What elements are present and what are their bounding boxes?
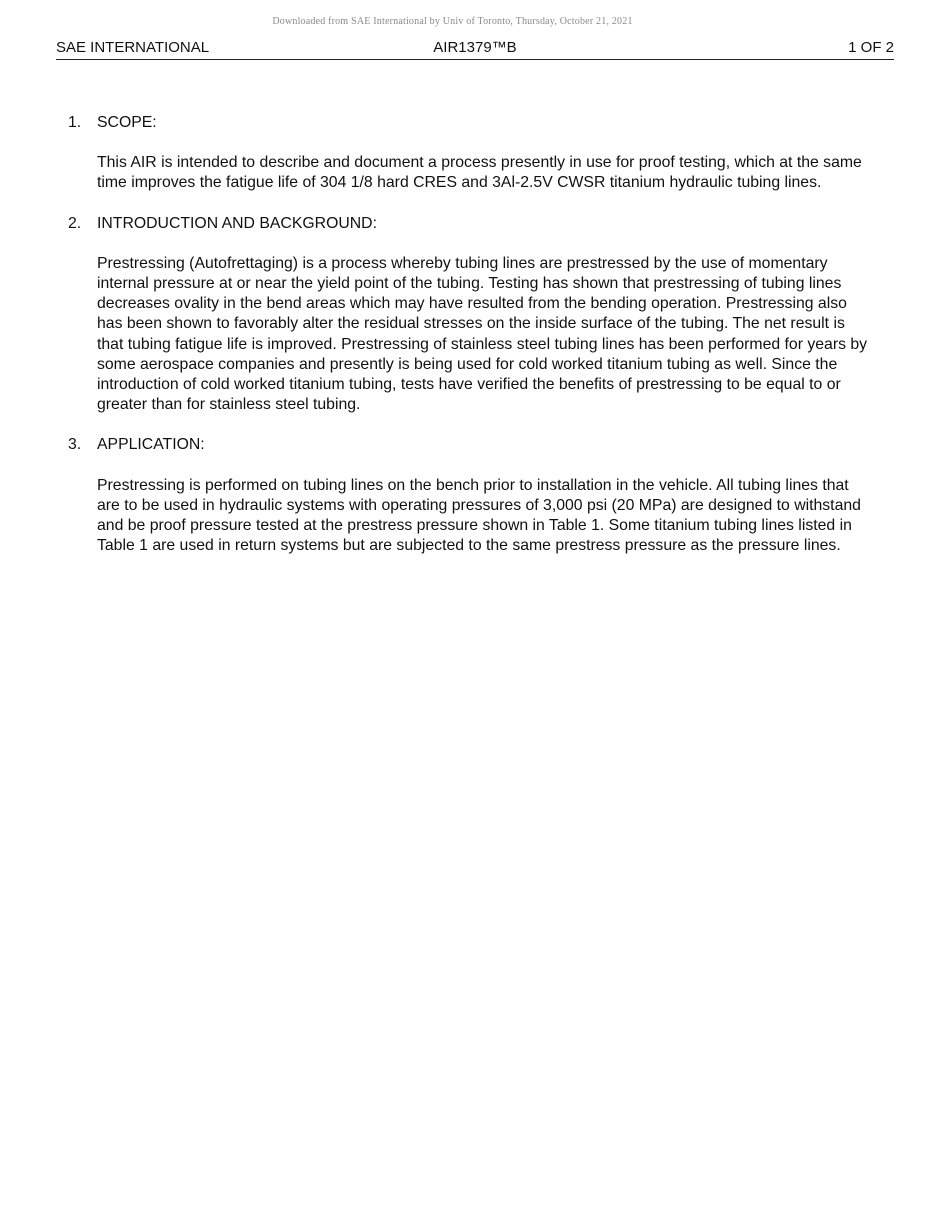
document-body: [68, 113, 868, 576]
section-number: 3.: [68, 436, 82, 454]
section-title: SCOPE:: [97, 114, 157, 131]
section-number: 2.: [68, 214, 82, 232]
section-application: [68, 435, 868, 556]
section-paragraph: Prestressing (Autofrettaging) is a process whereby tubing lines are prestressed by the use of momentary internal pressure at or near the yield point of the tubing. Testing has shown that prestressing of tubing lines decreases ovality in the bend areas which may have resulted from the bending operation. Prestressing also has been shown to favorably alter the residual stresses on the inside surface of the tubing. The net result is that tubing fatigue life is improved. Prestressing of stainless steel tubing lines has been performed for years by some aerospace companies and presently is being used for cold worked titanium tubing as well. Since the introduction of cold worked titanium tubing, tests have verified the benefits of prestressing to be equal to or greater than for stainless steel tubing.: [97, 254, 868, 414]
page-header: [56, 38, 894, 60]
section-scope: [68, 113, 868, 194]
section-paragraph: This AIR is intended to describe and document a process presently in use for proof testing, which at the same time improves the fatigue life of 304 1/8 hard CRES and 3Al-2.5V CWSR titanium hydraulic tubing lines.: [97, 154, 862, 192]
section-heading: [68, 113, 868, 133]
section-title: APPLICATION:: [97, 436, 205, 454]
section-introduction: [68, 214, 868, 416]
section-title: INTRODUCTION AND BACKGROUND:: [97, 214, 377, 232]
header-page-number: 1 OF 2: [848, 39, 894, 56]
download-watermark: Downloaded from SAE International by Univ of Toronto, Thursday, October 21, 2021: [272, 16, 633, 27]
header-document-id: AIR1379™B: [433, 39, 517, 56]
section-heading: [68, 435, 868, 455]
header-organization: SAE INTERNATIONAL: [56, 39, 210, 56]
section-paragraph: Prestressing is performed on tubing lines on the bench prior to installation in the vehicle. All tubing lines that are to be used in hydraulic systems with operating pressures of 3,000 psi (20 MPa) are designed to withstand and be proof pressure tested at the prestress pressure shown in Table 1. Some titanium tubing lines listed in Table 1 are used in return systems but are subjected to the same prestress pressure as the pressure lines.: [97, 476, 861, 555]
section-number: 1.: [68, 114, 82, 131]
section-heading: [68, 214, 868, 234]
